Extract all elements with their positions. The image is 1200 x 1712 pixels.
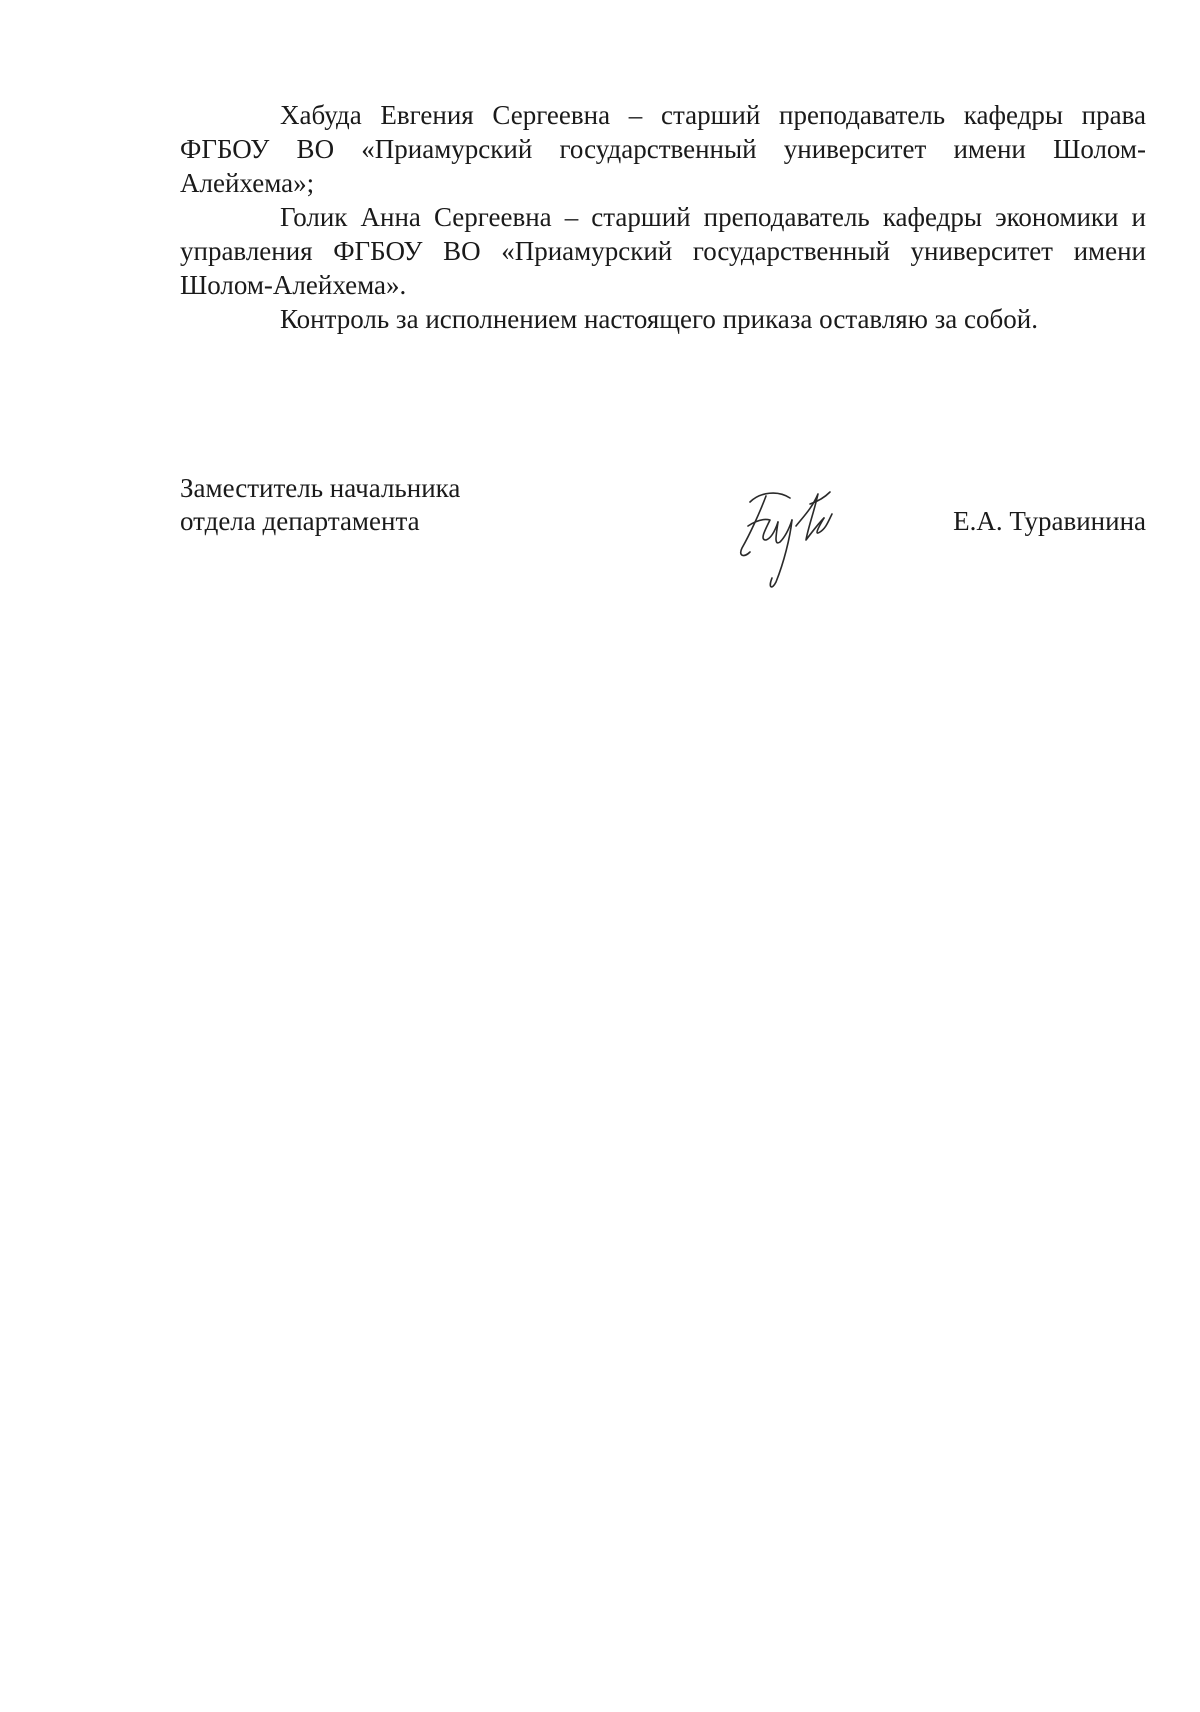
document-body (180, 98, 1146, 336)
paragraph-golik: Голик Анна Сергеевна – старший преподаватель кафедры экономики и управления ФГБОУ ВО «Приамурский государственный университет имени Шолом-Алейхема». (180, 202, 1146, 300)
paragraph-khabuda: Хабуда Евгения Сергеевна – старший преподаватель кафедры права ФГБОУ ВО «Приамурский государственный университет имени Шолом-Алейхема»; (180, 100, 1146, 198)
signer-position-line2: отдела департамента (180, 506, 420, 536)
signer-position-line1: Заместитель начальника (180, 473, 461, 503)
signer-name: Е.А. Туравинина (953, 506, 1146, 536)
paragraph-control: Контроль за исполнением настоящего приказа оставляю за собой. (280, 304, 1038, 334)
signer-position (180, 472, 600, 538)
handwritten-signature-icon (720, 482, 880, 592)
signature-block (180, 472, 1146, 592)
